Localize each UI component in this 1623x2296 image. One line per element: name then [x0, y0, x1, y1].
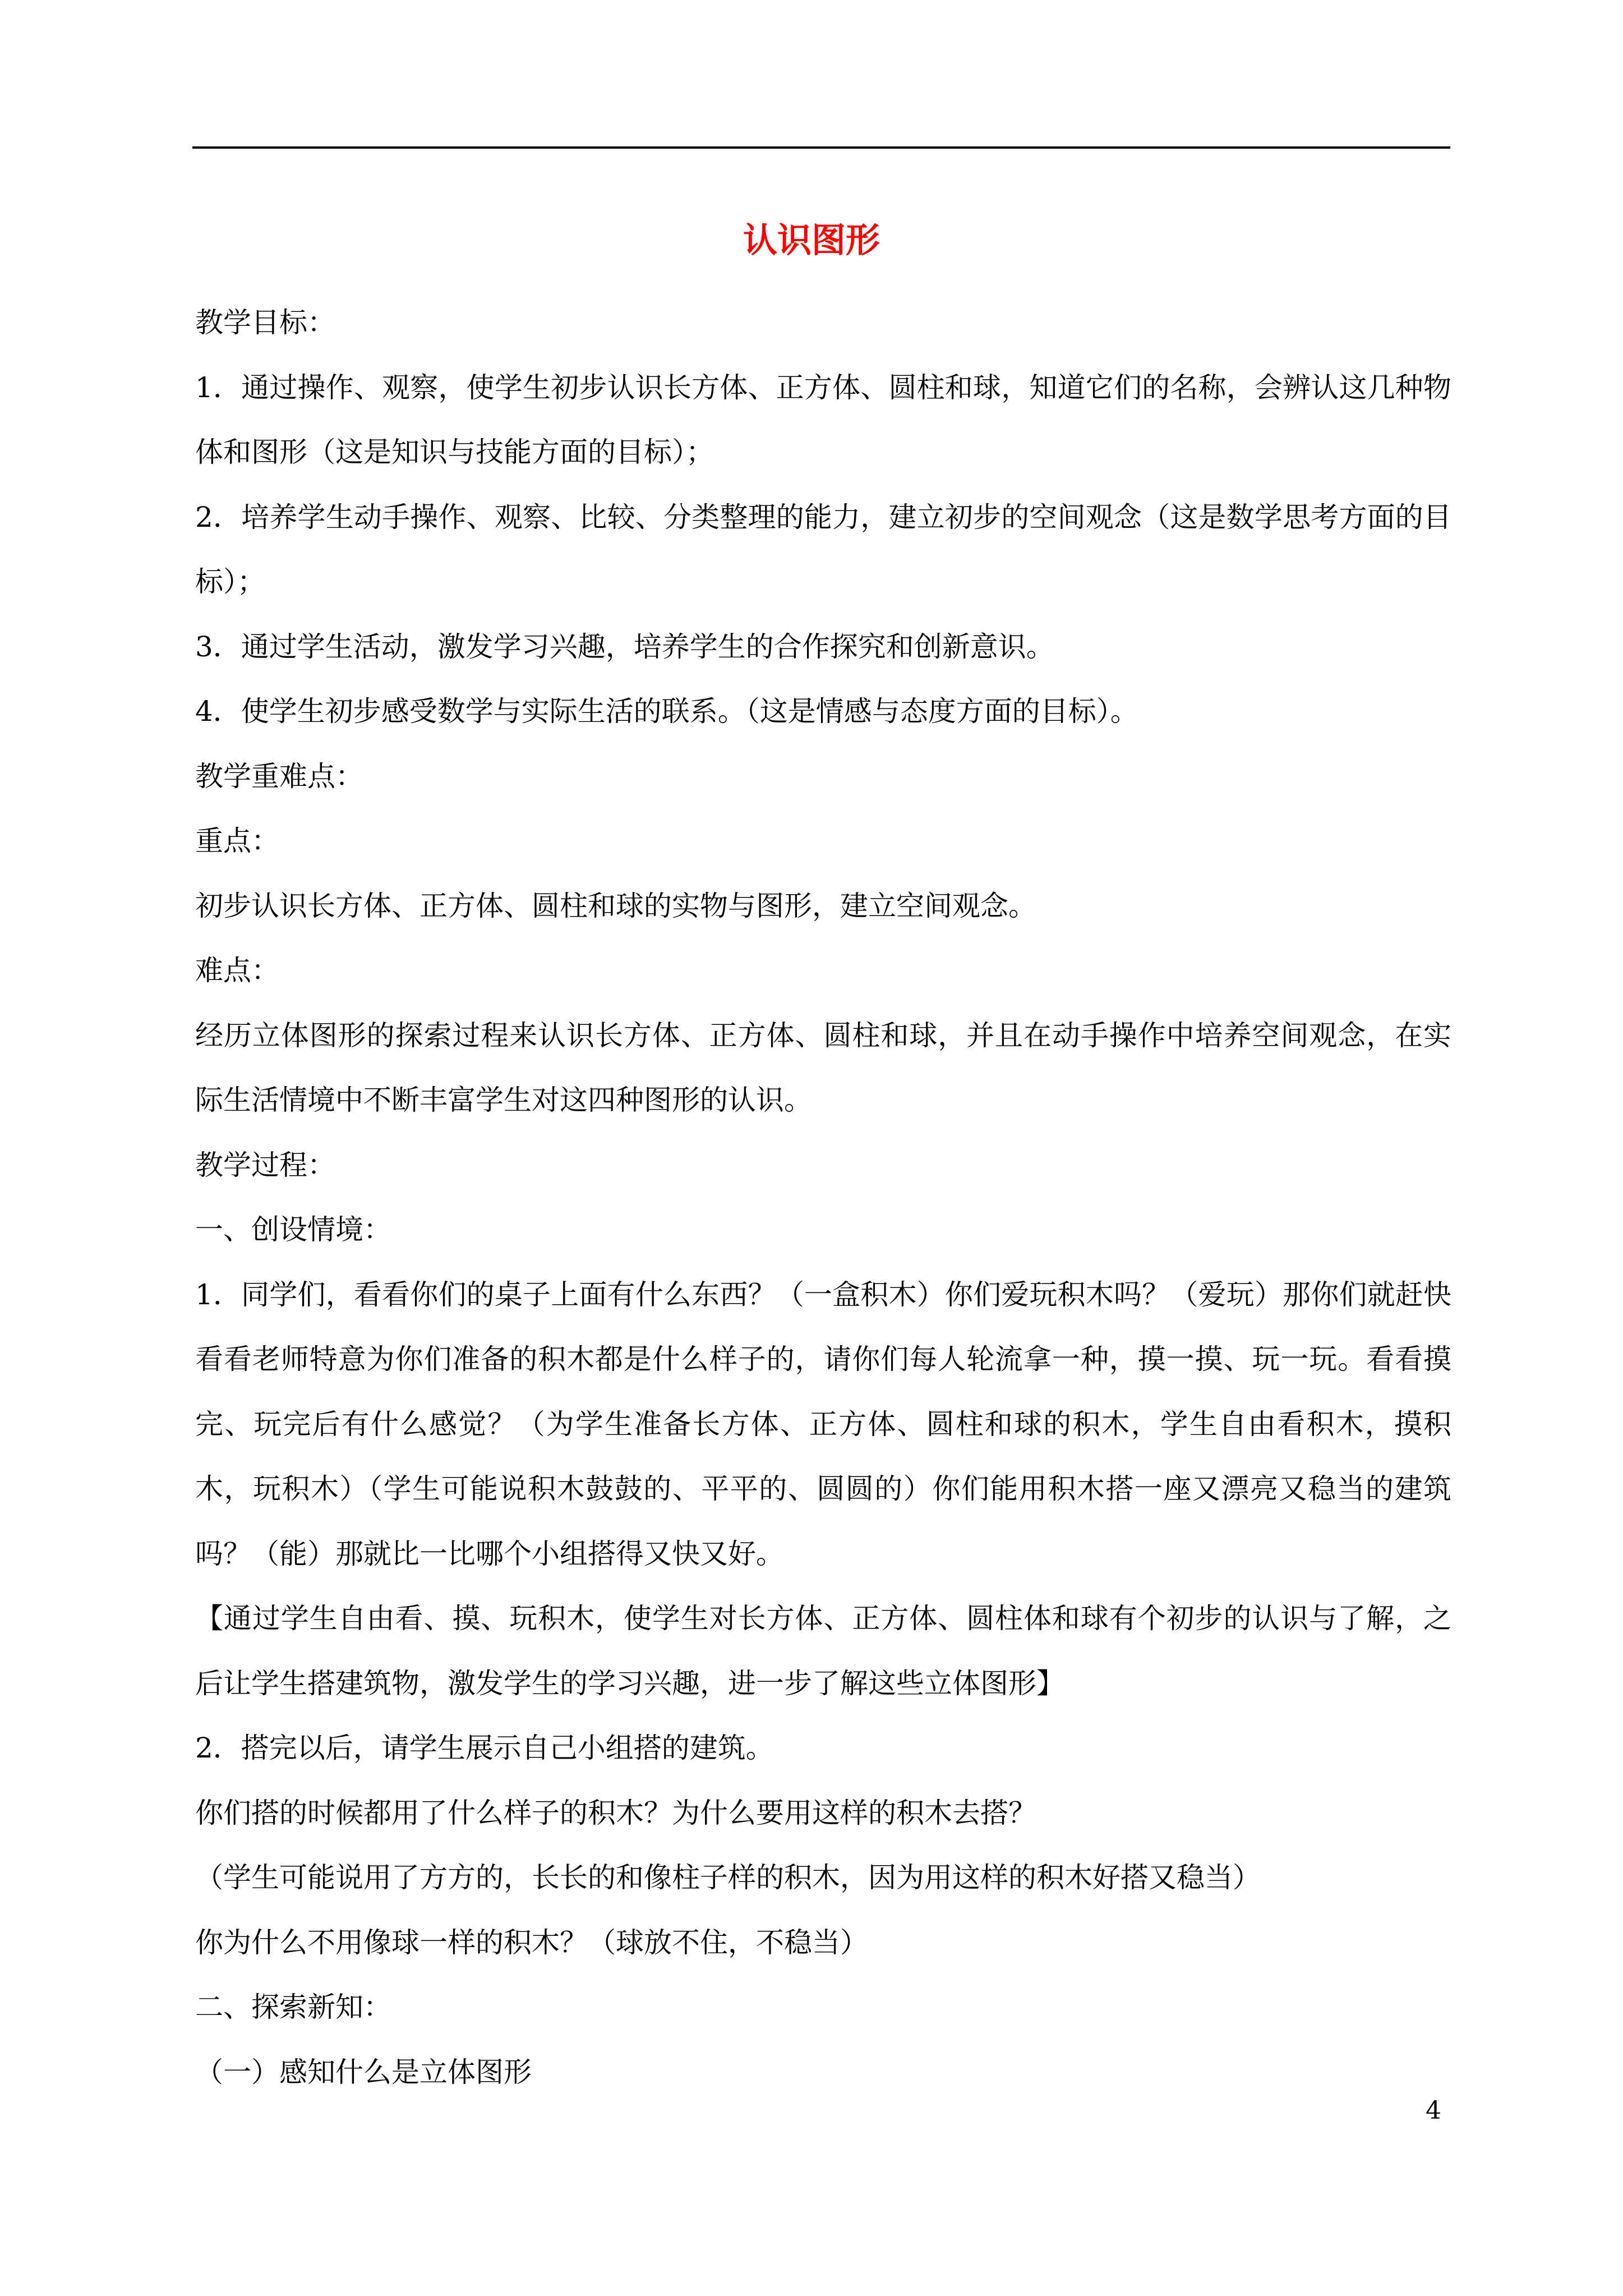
paragraph-focus-heading: 重点： [195, 825, 279, 857]
paragraph-section-1-heading: 一、创设情境： [195, 1213, 391, 1246]
document-body [195, 291, 1451, 2105]
paragraph-objectives-heading: 教学目标： [195, 306, 335, 339]
paragraph-key-points-heading: 教学重难点： [195, 760, 363, 793]
document-title: 认识图形 [743, 220, 880, 260]
paragraph-question-2: 你为什么不用像球一样的积木？（球放不住，不稳当） [195, 1926, 868, 1959]
paragraph-process-heading: 教学过程： [195, 1148, 335, 1181]
page-number: 4 [1426, 2096, 1441, 2125]
paragraph-subsection-1-heading: （一）感知什么是立体图形 [195, 2055, 532, 2088]
paragraph-answer-1: （学生可能说用了方方的，长长的和像柱子样的积木，因为用这样的积木好搭又稳当） [195, 1861, 1261, 1894]
paragraph-difficulty-text: 经历立体图形的探索过程来认识长方体、正方体、圆柱和球，并且在动手操作中培养空间观念，在实际生活情境中不断丰富学生对这四种图形的认识。 [195, 1019, 1451, 1116]
paragraph-objective-1: 1．通过操作、观察，使学生初步认识长方体、正方体、圆柱和球，知道它们的名称，会辨认这几种物体和图形（这是知识与技能方面的目标）； [195, 371, 1451, 468]
paragraph-objective-2: 2．培养学生动手操作、观察、比较、分类整理的能力，建立初步的空间观念（这是数学思考方面的目标）； [195, 500, 1451, 598]
paragraph-objective-3: 3．通过学生活动，激发学习兴趣，培养学生的合作探究和创新意识。 [195, 630, 1054, 663]
paragraph-difficulty-heading: 难点： [195, 954, 279, 987]
header-rule [192, 146, 1450, 149]
paragraph-focus-text: 初步认识长方体、正方体、圆柱和球的实物与图形，建立空间观念。 [195, 889, 1036, 922]
paragraph-step-1-note: 【通过学生自由看、摸、玩积木，使学生对长方体、正方体、圆柱体和球有个初步的认识与了解，之后让学生搭建筑物，激发学生的学习兴趣，进一步了解这些立体图形】 [195, 1602, 1451, 1700]
paragraph-question-1: 你们搭的时候都用了什么样子的积木？为什么要用这样的积木去搭？ [195, 1796, 1036, 1829]
paragraph-step-1: 1．同学们，看看你们的桌子上面有什么东西？（一盒积木）你们爱玩积木吗？（爱玩）那你们就赶快看看老师特意为你们准备的积木都是什么样子的，请你们每人轮流拿一种，摸一摸、玩一玩。看看摸完、玩完后有什么感觉？（为学生准备长方体、正方体、圆柱和球的积木，学生自由看积木，摸积木，玩积木）（学生可能说积木鼓鼓的、平平的、圆圆的）你们能用积木搭一座又漂亮又稳当的建筑吗？（能）那就比一比哪个小组搭得又快又好。 [195, 1278, 1451, 1570]
paragraph-section-2-heading: 二、探索新知： [195, 1991, 391, 2023]
paragraph-objective-4: 4．使学生初步感受数学与实际生活的联系。（这是情感与态度方面的目标）。 [195, 695, 1138, 728]
paragraph-step-2: 2．搭完以后，请学生展示自己小组搭的建筑。 [195, 1732, 774, 1764]
